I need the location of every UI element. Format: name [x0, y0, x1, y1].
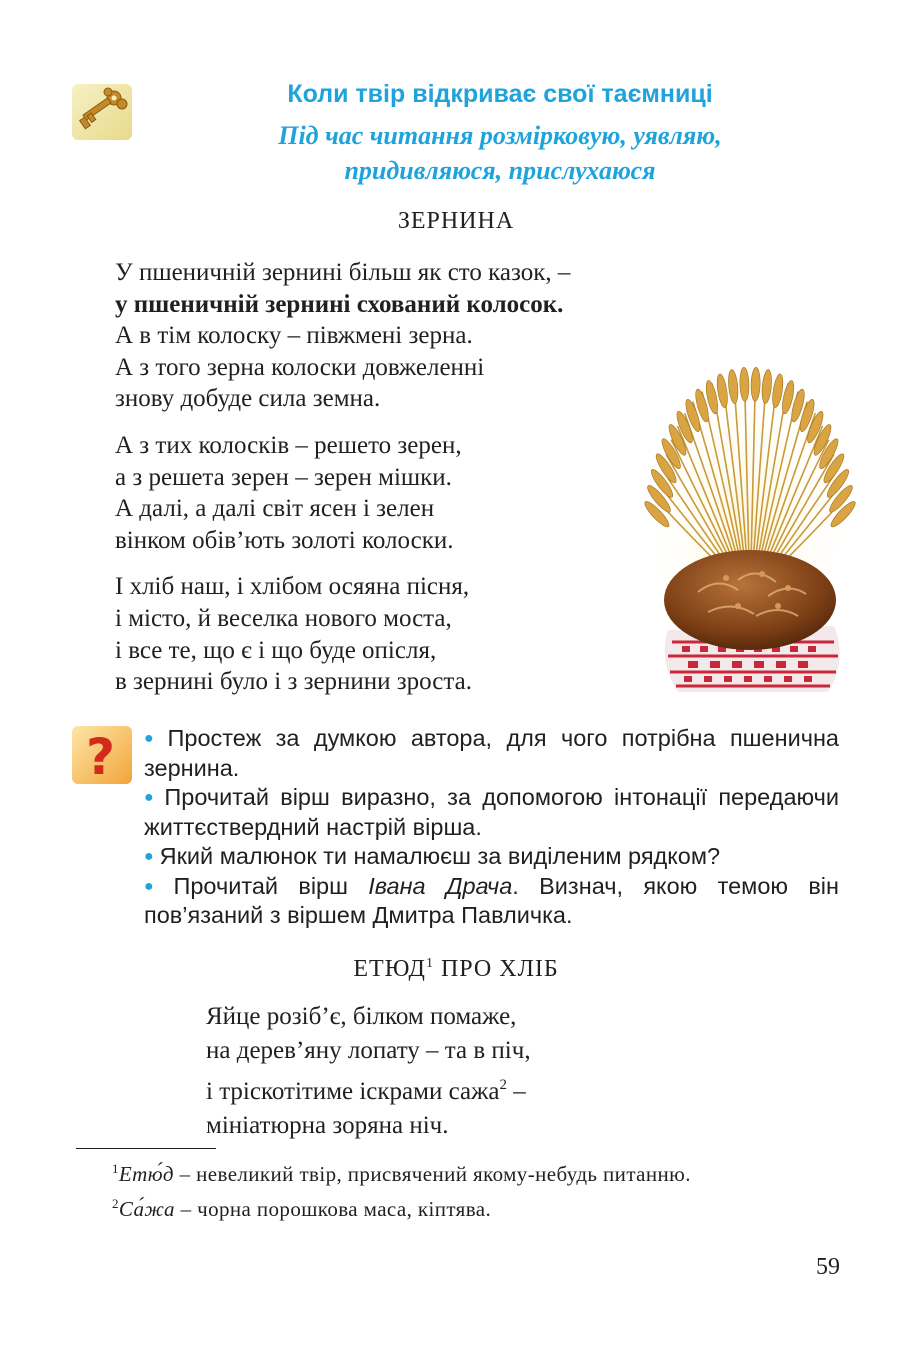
poem-line: А далі, а далі світ ясен і зелен — [115, 495, 435, 523]
footnote-2: $^2$Са́жа – чорна порошкова маса, кіптява. — [112, 1196, 492, 1221]
bullet-icon: ● — [144, 789, 159, 806]
bullet-icon: ● — [144, 848, 154, 865]
section-subtitle — [140, 118, 860, 188]
bullet-icon: ● — [144, 730, 162, 747]
poem-line: і все те, що є і що буде опісля, — [115, 636, 437, 664]
question-item: ● Прочитай вірш виразно, за допомогою інтонації передаючи життєствердний настрій вірша. — [144, 784, 839, 840]
poem-line: вінком обів’ють золоті колоски. — [115, 526, 454, 554]
question-mark-icon — [72, 726, 132, 784]
poem-line: на дерев’яну лопату – та в піч, — [206, 1037, 531, 1064]
stanza-3 — [115, 571, 570, 697]
poem-line: У пшеничній зернині більш як сто казок, – — [115, 259, 571, 286]
author-name: Івана Драча — [368, 872, 513, 899]
poem-line: А з того зерна колоски довжеленні — [115, 353, 485, 381]
question-item: ● Простеж за думкою автора, для чого потрібна пшенична зернина. — [144, 725, 839, 781]
bullet-icon: ● — [144, 877, 168, 895]
poem-line-highlighted: у пшеничній зернині схований колосок. — [115, 290, 564, 318]
svg-text:?: ? — [86, 728, 116, 784]
footnote-divider — [76, 1148, 216, 1149]
footnote-1: $^1$Етю́д – невеликий твір, присвячений якому-небудь питанню. — [112, 1161, 691, 1186]
footnote-term: Етю́д — [118, 1162, 174, 1186]
poem-line: Яйце розіб’є, білком помаже, — [206, 1003, 517, 1030]
wheat-bread-illustration — [638, 330, 856, 700]
page-number: 59 — [816, 1254, 840, 1280]
poem-line: мініатюрна зоряна ніч. — [206, 1112, 449, 1139]
poem-title-etude: ЕТЮД$^1$ ПРО ХЛІБ — [353, 956, 559, 982]
stanza-2 — [115, 430, 570, 556]
footnote-term: Са́жа — [118, 1197, 175, 1221]
poem-line: знову добуде сила земна. — [115, 385, 381, 413]
poem-line: і тріскотітиме іскрами сажа$^2$ – — [206, 1077, 526, 1105]
subtitle-line-2: придивляюся, прислухаюся — [344, 156, 656, 185]
section-title: Коли твір відкриває свої таємниці — [287, 80, 713, 108]
poem-title: ЗЕРНИНА — [397, 208, 515, 234]
poem-line: і місто, й веселка нового моста, — [115, 604, 452, 632]
stanza-1 — [115, 257, 570, 415]
poem-zernyna — [115, 257, 570, 713]
question-item: ● Прочитай вірш Івана Драча. Визнач, якою темою він пов’язаний з віршем Дмитра Павличка. — [144, 872, 840, 928]
questions-block — [144, 724, 839, 931]
footnote-marker: 2 — [499, 1077, 507, 1093]
poem-line: І хліб наш, і хлібом осяяна пісня, — [115, 573, 470, 601]
poem-line: в зернині було і з зернини зроста. — [115, 668, 472, 696]
key-icon — [72, 84, 132, 140]
poem-etude — [206, 1000, 531, 1143]
footnotes — [76, 1154, 840, 1224]
subtitle-line-1: Під час читання розмірковую, уявляю, — [278, 121, 722, 150]
question-item: ● Який малюнок ти намалюєш за виділеним рядком? — [144, 843, 721, 869]
poem-line: а з решета зерен – зерен мішки. — [115, 463, 452, 491]
poem-line: А в тім колоску – півжмені зерна. — [115, 322, 473, 350]
poem-line: А з тих колосків – решето зерен, — [115, 431, 462, 459]
footnote-marker: 1 — [425, 956, 434, 971]
